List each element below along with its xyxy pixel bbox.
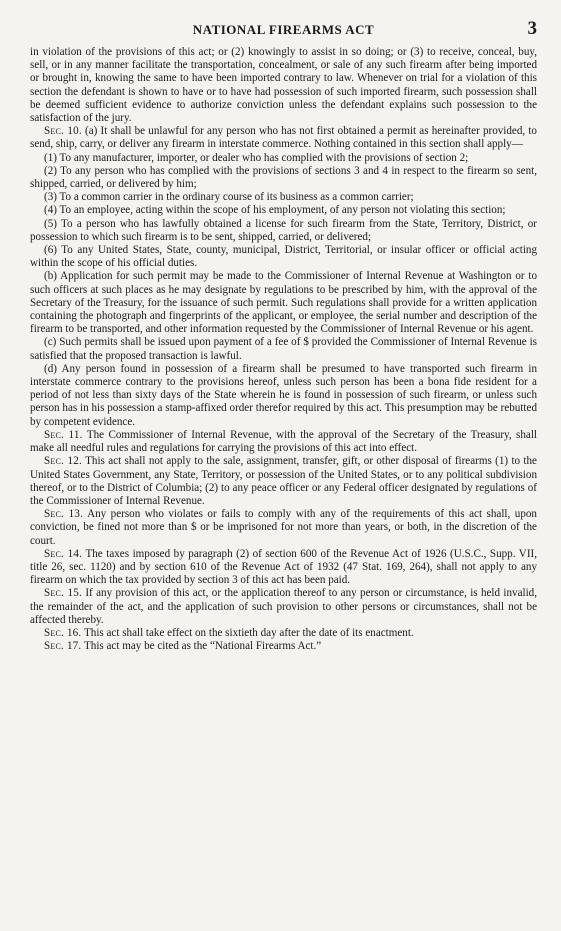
paragraph: (3) To a common carrier in the ordinary course of its business as a common carrier; (44, 191, 414, 204)
paragraph: (d) Any person found in possession of a firearm shall be presumed to have transported such firearm in interstate commerce contrary to the provisions hereof, unless such person has been a bona fide resident for a period of not less than sixty days of the State wherein he is found in possession of such firearm, or unless such person has in his possession a stamp-affixed order therefor required by this act. This presumption may be rebutted by competent evidence. (30, 362, 537, 428)
paragraph: (1) To any manufacturer, importer, or dealer who has complied with the provisions of section 2; (44, 151, 469, 164)
paragraph: (b) Application for such permit may be made to the Commissioner of Internal Revenue at Washington or to such officers at such places as he may designate by regulations to be prescribed by him, with the approval of the Secretary of the Treasury, for the issuance of such permit. Such regulations shall provide for a written application containing the photograph and fingerprints of the applicant, or employee, the serial number and description of the firearm to be transported, and other information requested by the Commissioner of Internal Revenue or his agent. (30, 270, 537, 336)
paragraph: Sec. 10. (a) It shall be unlawful for any person who has not first obtained a permit as hereinafter provided, to send, ship, carry, or deliver any firearm in interstate commerce. Nothing contained in this section shall apply— (30, 125, 537, 151)
page-header (30, 18, 537, 46)
paragraph: (c) Such permits shall be issued upon payment of a fee of $ provided the Commissioner of Internal Revenue is satisfied that the proposed transaction is lawful. (30, 336, 537, 362)
paragraph: Sec. 15. If any provision of this act, or the application thereof to any person or circumstance, is held invalid, the remainder of the act, and the application of such provision to other persons or circumstances, shall not be affected thereby. (30, 587, 537, 626)
act-text (30, 46, 537, 653)
paragraph: (5) To a person who has lawfully obtained a license for such firearm from the State, Territory, District, or possession to which such firearm is to be sent, shipped, carried, or delivered; (30, 217, 537, 243)
paragraph: in violation of the provisions of this act; or (2) knowingly to assist in so doing; or (3) to receive, conceal, buy, sell, or in any manner facilitate the transportation, concealment, or sale of any such firearm after being imported or brought in, knowing the same to have been imported contrary to law. Whenever on trial for a violation of this section the defendant is shown to have or to have had possession of such imported firearm, such possession shall be deemed sufficient evidence to authorize conviction unless the defendant explains such possession to the satisfaction of the jury. (30, 46, 537, 125)
paragraph: Sec. 11. The Commissioner of Internal Revenue, with the approval of the Secretary of the Treasury, shall make all needful rules and regulations for carrying the provisions of this act into effect. (30, 428, 538, 455)
paragraph: Sec. 14. The taxes imposed by paragraph (2) of section 600 of the Revenue Act of 1926 (U.S.C., Supp. VII, title 26, sec. 1120) and by section 610 of the Revenue Act of 1932 (47 Stat. 169, 264), shall not apply to any firearm on which the tax provided by section 3 of this act has been paid. (30, 547, 537, 587)
paragraph: (4) To an employee, acting within the scope of his employment, of any person not violating this section; (44, 204, 506, 217)
paragraph: Sec. 17. This act may be cited as the “National Firearms Act.” (44, 640, 322, 653)
paragraph: (6) To any United States, State, county, municipal, District, Territorial, or insular officer or official acting within the scope of his official duties. (30, 244, 537, 270)
page-number: 3 (527, 18, 537, 39)
paragraph: Sec. 13. Any person who violates or fails to comply with any of the requirements of this act shall, upon conviction, be fined not more than $ or be imprisoned for not more than years, or both, in the discretion of the court. (30, 508, 537, 547)
paragraph: (2) To any person who has complied with the provisions of sections 3 and 4 in respect to the firearm so sent, shipped, carried, or delivered by him; (30, 164, 537, 191)
paragraph: Sec. 16. This act shall take effect on the sixtieth day after the date of its enactment. (44, 626, 414, 639)
running-title: NATIONAL FIREARMS ACT (192, 22, 375, 37)
paragraph: Sec. 12. This act shall not apply to the sale, assignment, transfer, gift, or other disposal of firearms (1) to the United States Government, any State, Territory, or possession of the United States, or to any political subdivision thereof, or to the District of Columbia; (2) to any peace officer or any Federal officer designated by regulations of the Commissioner of Internal Revenue. (30, 455, 537, 507)
